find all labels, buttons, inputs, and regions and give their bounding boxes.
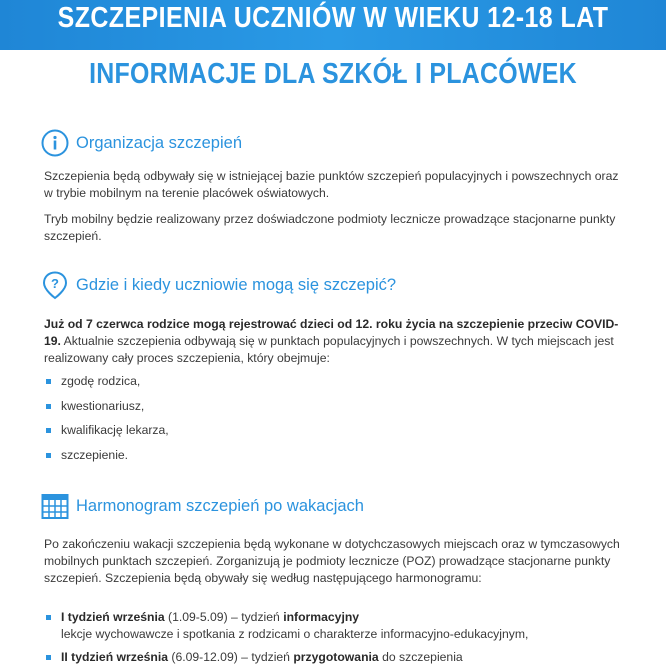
section-gdzie-title: Gdzie i kiedy uczniowie mogą się szczepić? [76, 275, 397, 294]
svg-text:?: ? [51, 276, 59, 291]
week-dates: (6.09-12.09) [168, 650, 238, 664]
list-item: kwestionariusz, [44, 398, 169, 423]
gdzie-paragraph-rest: Aktualnie szczepienia odbywają się w punktach populacyjnych i powszechnych. W tych miejscach jest realizowany cały proces szczepienia, który obejmuje: [44, 334, 614, 365]
section-harmonogram-header [40, 491, 364, 521]
section-gdzie-header [40, 270, 396, 300]
banner-title: SZCZEPIENIA UCZNIÓW W WIEKU 12-18 LAT [57, 2, 609, 34]
week-kind: informacyjny [283, 610, 360, 624]
harmonogram-list [44, 609, 634, 672]
gdzie-bullet-list [44, 373, 169, 471]
week-rest: do szczepienia [378, 650, 463, 664]
location-question-icon [40, 270, 70, 300]
gdzie-paragraph-bold: Już od 7 czerwca rodzice mogą rejestrować dzieci od 12. roku życia na szczepienie przeciw COVID-19. [44, 317, 619, 348]
organizacja-paragraph-1: Szczepienia będą odbywały się w istniejącej bazie punktów szczepień populacyjnych i powszechnych oraz w trybie mobilnym na terenie placówek oświatowych. [44, 169, 619, 200]
week-dates: (1.09-5.09) [164, 610, 228, 624]
top-banner [0, 0, 666, 50]
page-subtitle: INFORMACJE DLA SZKÓŁ I PLACÓWEK [89, 58, 577, 90]
list-item: zgodę rodzica, [44, 373, 169, 398]
info-icon [40, 128, 70, 158]
gdzie-paragraph [44, 316, 624, 367]
week-dash: – tydzień [237, 650, 294, 664]
section-harmonogram-title: Harmonogram szczepień po wakacjach [76, 496, 364, 515]
week-name: II tydzień września [61, 650, 169, 664]
list-item: szczepienie. [44, 447, 169, 472]
list-item [44, 649, 634, 666]
organizacja-paragraph-2: Tryb mobilny będzie realizowany przez doświadczone podmioty lecznicze prowadzące stacjonarne punkty szczepień. [44, 212, 616, 243]
list-item: kwalifikację lekarza, [44, 422, 169, 447]
week-description: lekcje wychowawcze i spotkania z rodzicami o charakterze informacyjno-edukacyjnym, [61, 627, 529, 641]
week-kind: przygotowania [293, 650, 379, 664]
section-organizacja-header [40, 128, 242, 158]
week-name: I tydzień września [61, 610, 165, 624]
week-dash: – tydzień [227, 610, 284, 624]
harmonogram-paragraph: Po zakończeniu wakacji szczepienia będą wykonane w dotychczasowych miejscach oraz w tymczasowych mobilnych punktach szczepień. Zorganizują je podmioty lecznicze (POZ) prowadzące stacjonarne punkty szczepień. Szczepienia będą obywały się według następującego harmonogramu: [44, 537, 620, 585]
calendar-icon [40, 491, 70, 521]
list-item [44, 609, 634, 643]
section-organizacja-title: Organizacja szczepień [76, 133, 242, 152]
